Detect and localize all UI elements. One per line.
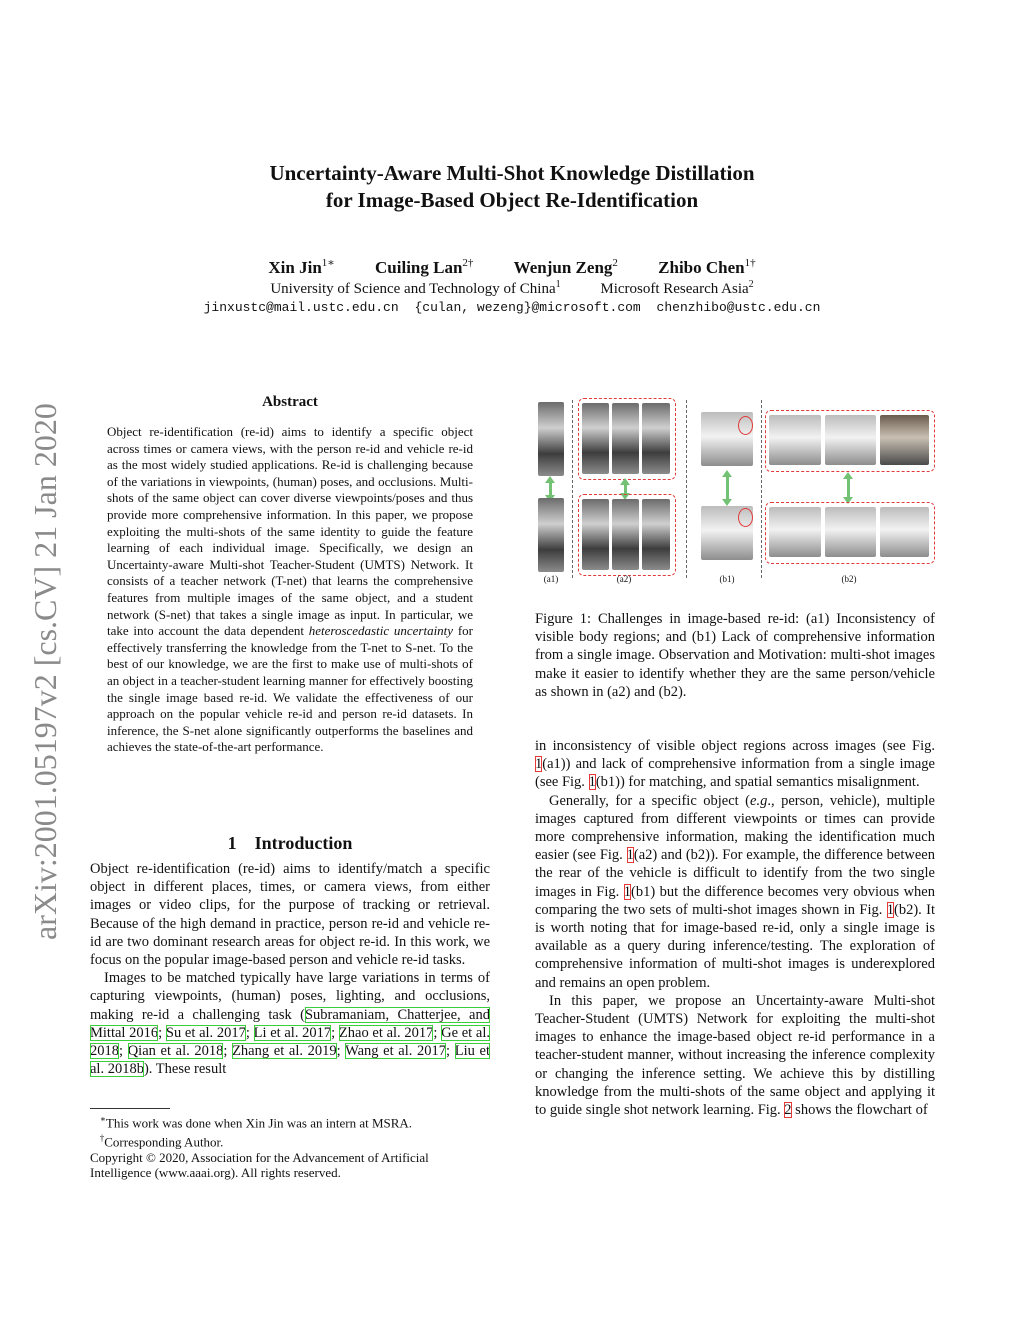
email: {culan, wezeng}@microsoft.com: [414, 300, 641, 315]
person-image: [582, 499, 609, 570]
figure-reference-link[interactable]: 1: [886, 901, 894, 918]
affiliation: Microsoft Research Asia$^2$: [600, 279, 754, 297]
citation-link[interactable]: Wang et al. 2017: [345, 1043, 447, 1060]
subfigure-label: (a1): [543, 574, 559, 584]
vehicle-image: [825, 415, 876, 465]
compare-arrow: [624, 484, 627, 494]
citation-link[interactable]: Ge et al. 2018: [90, 1024, 490, 1060]
arxiv-stamp: arXiv:2001.05197v2 [cs.CV] 21 Jan 2020: [27, 403, 63, 940]
citation-link[interactable]: Subramaniam, Chatterjee, and Mittal 2016: [90, 1006, 490, 1041]
citation-link[interactable]: Liu et al. 2018b: [90, 1043, 490, 1078]
citation-link[interactable]: Zhao et al. 2017: [338, 1024, 434, 1041]
copyright-notice: Copyright © 2020, Association for the Advancement of Artificial Intelligence (www.aaai.org). All rights reserved.: [90, 1149, 429, 1181]
body-paragraph: in inconsistency of visible object regions across images (see Fig. 1(a1)) and lack of comprehensive information from a single image (see Fig. 1(b1)) for matching, and spatial semantics misalignment.: [535, 738, 935, 791]
person-image: [538, 498, 564, 572]
figure-reference-link[interactable]: 1: [623, 883, 631, 900]
paper-title: [0, 160, 1024, 214]
figure-caption: Figure 1: Challenges in image-based re-id: (a1) Inconsistency of visible body regions; and (b1) Lack of comprehensive information from a single image. Observation and Motivation: multi-shot images make it easier to identify whether they are the same person/vehicle as shown in (a2) and (b2).: [535, 611, 935, 700]
highlight-circle: [738, 508, 753, 527]
title-line-1: Uncertainty-Aware Multi-Shot Knowledge Distillation: [269, 161, 755, 185]
email: chenzhibo@ustc.edu.cn: [656, 300, 821, 315]
title-line-2: for Image-Based Object Re-Identification: [325, 188, 699, 212]
intro-left-column: [90, 860, 490, 1078]
figure-reference-link[interactable]: 1: [626, 847, 634, 864]
subfigure-label: (a2): [616, 574, 632, 584]
intro-paragraph: Images to be matched typically have large variations in terms of capturing viewpoints, (human) poses, lighting, and occlusions, making re-id a challenging task (Subramaniam, Chatterjee, and Mittal 2016; Su et al. 2017; Li et al. 2017; Zhao et al. 2017; Ge et al. 2018; Qian et al. 2018; Zhang et al. 2019; Wang et al. 2017; Liu et al. 2018b). These result: [90, 970, 490, 1078]
figure-1: [535, 396, 935, 592]
body-paragraph: In this paper, we propose an Uncertainty-aware Multi-shot Teacher-Student (UMTS) Network for exploiting the multi-shot images to enhance the image-based object re-id performance in a teacher-student manner, without increasing the inference complexity or changing the inference setting. We achieve this by distilling knowledge from the multi-shots of the same object and applying it to guide single shot network learning. Fig. 2 shows the flowchart of: [535, 992, 935, 1119]
author: Wenjun Zeng$^2$: [513, 257, 618, 277]
figure-reference-link[interactable]: 2: [784, 1102, 792, 1119]
vehicle-image: [769, 507, 821, 557]
author: Cuiling Lan$^{2\dagger}$: [375, 257, 474, 277]
author-emails: [0, 300, 1024, 315]
footnote: †Corresponding Author.: [99, 1132, 224, 1150]
abstract-text: Object re-identification (re-id) aims to identify a specific object across times or camera views, with the person re-id and vehicle re-id as the most widely studied applications. Re-id is challenging because of the variations in viewpoints, (human) poses, and occlusions. Multi-shots of the same object can cover diverse viewpoints/poses and thus provide more comprehensive information. In this paper, we propose exploiting the multi-shots of the same identity to guide the feature learning of each individual image. Specifically, we design an Uncertainty-aware Multi-shot Teacher-Student (UMTS) Network. It consists of a teacher network (T-net) that learns the comprehensive features from multiple images of the same object, and a student network (S-net) that takes a single image as input. In particular, we take into account the data dependent heteroscedastic uncertainty for effectively transferring the knowledge from the T-net to S-net. To the best of our knowledge, we are the first to make use of multi-shots of an object in a teacher-student learning manner for effectively boosting the single image based re-id. We validate the effectiveness of our approach on the popular vehicle re-id and person re-id datasets. In inference, the S-net alone significantly outperforms the baselines and achieves the state-of-the-art performance.: [107, 424, 473, 755]
compare-arrow: [726, 476, 729, 500]
footnote-rule: [90, 1108, 170, 1109]
affiliation: University of Science and Technology of China$^1$: [270, 279, 561, 297]
vehicle-image: [880, 507, 929, 557]
subfigure-label: (b2): [841, 574, 857, 584]
citation-link[interactable]: Li et al. 2017: [253, 1024, 332, 1041]
footnotes: [90, 1112, 490, 1181]
citation-link[interactable]: Qian et al. 2018: [127, 1043, 224, 1060]
person-image: [612, 403, 639, 474]
divider: [761, 400, 762, 578]
vehicle-image: [880, 415, 929, 465]
section-number: 1: [227, 833, 237, 853]
vehicle-image: [769, 415, 821, 465]
person-image: [582, 403, 609, 474]
figure-reference-link[interactable]: 1: [535, 756, 543, 773]
figure-reference-link[interactable]: 1: [588, 774, 596, 791]
person-image: [538, 402, 564, 476]
abstract-heading: Abstract: [262, 394, 318, 410]
vehicle-image: [825, 507, 876, 557]
body-paragraph: Generally, for a specific object (e.g., person, vehicle), multiple images captured from different viewpoints or times can provide more comprehensive information, making the identification much easier (see Fig. 1(a2) and (b2)). For example, the difference between the rear of the vehicle is difficult to identify from the two single images in Fig. 1(b1) but the difference becomes very obvious when comparing the two sets of multi-shot images shown in Fig. 1(b2). It is worth noting that for image-based re-id, only a single image is available as a query during inference/testing. The exploration of comprehensive information of multi-shot images is underexplored and remains an open problem.: [535, 792, 935, 991]
author: Zhibo Chen$^{1\dagger}$: [658, 257, 756, 277]
author: Xin Jin$^{1∗}$: [268, 257, 335, 277]
divider: [686, 400, 687, 578]
divider: [572, 400, 573, 578]
highlight-circle: [738, 416, 753, 435]
section-heading: [90, 833, 490, 854]
person-image: [642, 403, 670, 474]
citation-link[interactable]: Su et al. 2017: [165, 1024, 246, 1041]
subfigure-label: (b1): [719, 574, 735, 584]
compare-arrow: [847, 478, 850, 498]
footnote: ∗This work was done when Xin Jin was an intern at MSRA.: [99, 1114, 413, 1131]
intro-paragraph: Object re-identification (re-id) aims to identify/match a specific object in different places, times, or camera views, from either images or video clips, for the purpose of tracking or retrieval. Because of the high demand in practice, person re-id and vehicle re-id are two dominant research areas for object re-id. In this work, we focus on the popular image-based person and vehicle re-id tasks.: [90, 861, 490, 969]
person-image: [612, 499, 639, 570]
compare-arrow: [549, 482, 552, 496]
section-title: Introduction: [254, 833, 353, 853]
affiliations: [0, 279, 1024, 298]
person-image: [642, 499, 670, 570]
email: jinxustc@mail.ustc.edu.cn: [203, 300, 399, 315]
intro-right-column: [535, 737, 935, 1119]
author-list: [0, 256, 1024, 278]
citation-link[interactable]: Zhang et al. 2019: [232, 1043, 337, 1060]
